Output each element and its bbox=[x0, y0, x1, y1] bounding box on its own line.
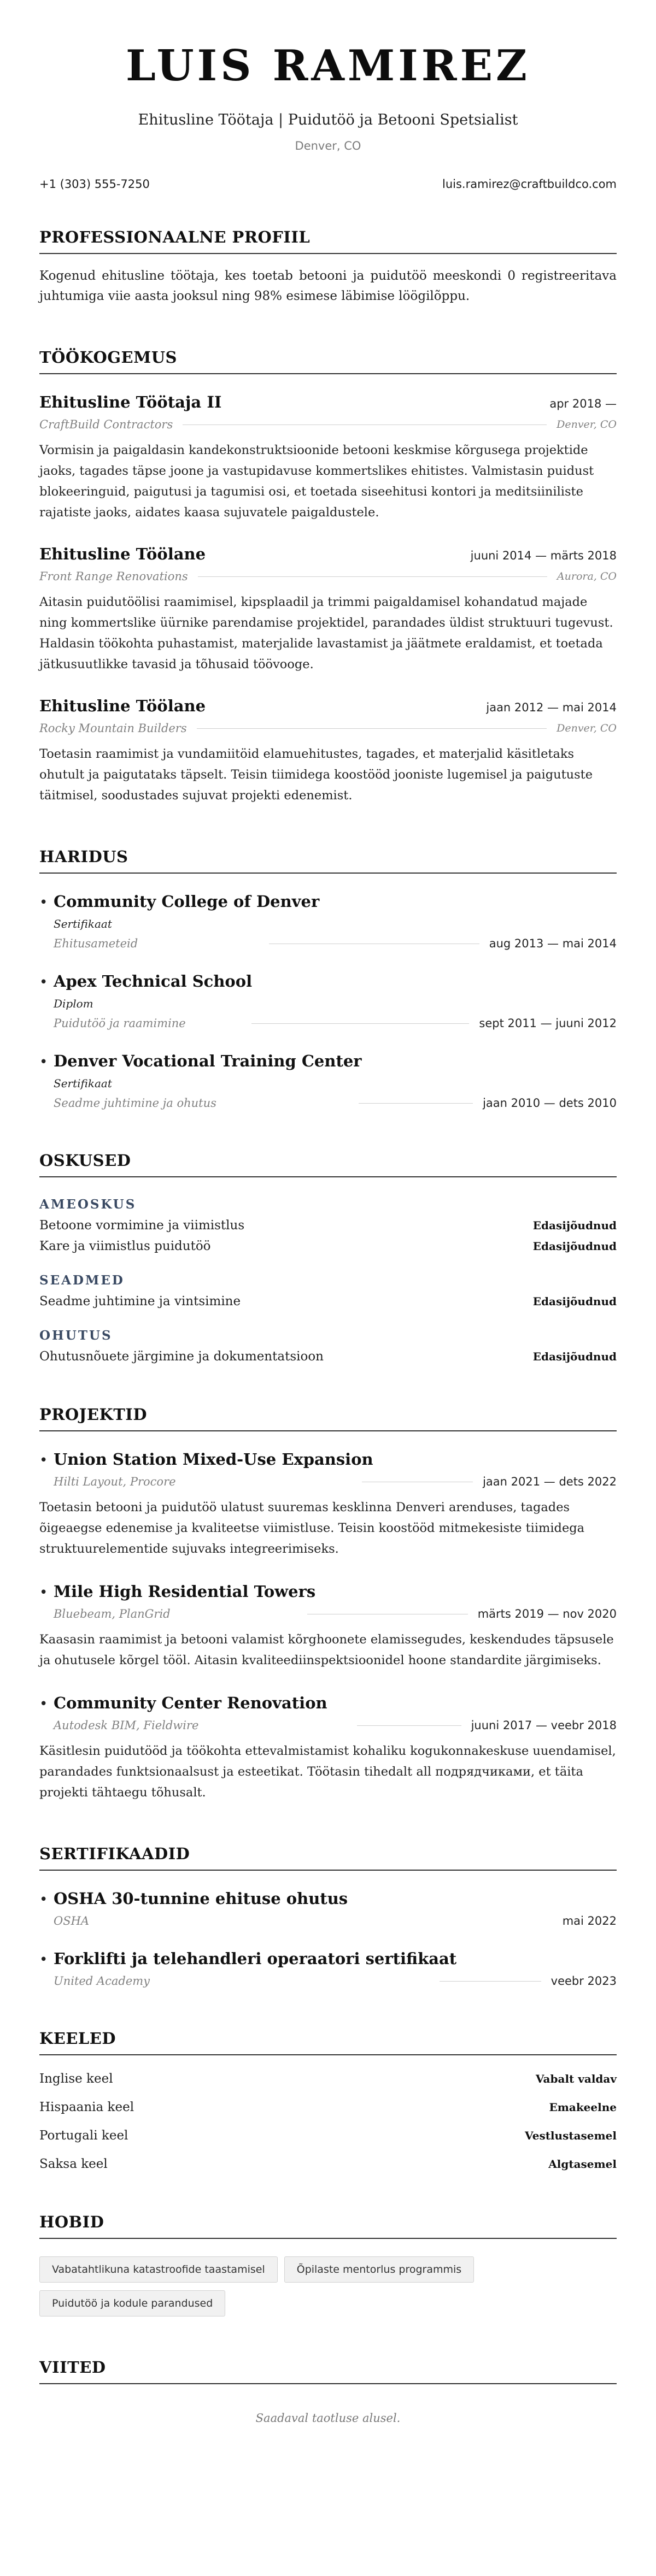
project-dates: jaan 2021 — dets 2022 bbox=[483, 1475, 617, 1488]
project-tools: Autodesk BIM, Fieldwire bbox=[54, 1719, 199, 1732]
school-name: Apex Technical School bbox=[54, 972, 253, 991]
bullet-icon: • bbox=[39, 1054, 48, 1070]
section-title: KEELED bbox=[39, 2029, 617, 2055]
skill-item bbox=[39, 1349, 617, 1364]
project-dates: märts 2019 — nov 2020 bbox=[477, 1607, 617, 1620]
job-entry bbox=[39, 697, 617, 806]
skill-category: SEADMED bbox=[39, 1273, 125, 1288]
skill-item bbox=[39, 1294, 617, 1308]
profile-text: Kogenud ehitusline töötaja, kes toetab betooni ja puidutöö meeskondi 0 registreeritava juhtumiga viie aasta jooksul ning 98% esimese läbimise löögilõppu. bbox=[39, 269, 617, 303]
languages-section bbox=[39, 2029, 617, 2171]
section-title: VIITED bbox=[39, 2358, 617, 2384]
hobby-tag: Vabatahtlikuna katastroofide taastamisel bbox=[39, 2256, 278, 2283]
bullet-icon: • bbox=[39, 894, 48, 911]
school-name: Denver Vocational Training Center bbox=[54, 1052, 362, 1070]
section-title: HARIDUS bbox=[39, 847, 617, 874]
dotted-leader bbox=[198, 576, 547, 577]
job-title: Ehitusline Töölane bbox=[39, 545, 206, 563]
hobbies-section bbox=[39, 2213, 617, 2316]
job-description: Aitasin puidutöölisi raamimisel, kipsplaadil ja trimmi paigaldamisel kohandatud majade ning kommertslike üürnike parendamise projektidel, parandades üldist struktuuri tugevust. Haldasin töökohta puhastamist, materjalide lavastamist ja jäätmete eraldamist, et toetada jätkusuutlikke tavasid ja tõhusaid töövooge. bbox=[39, 595, 613, 671]
job-company: Rocky Mountain Builders bbox=[39, 722, 187, 735]
section-title: PROFESSIONAALNE PROFIIL bbox=[39, 228, 617, 254]
certification-entry bbox=[39, 1949, 617, 1988]
candidate-name: LUIS RAMIREZ bbox=[126, 41, 530, 91]
job-title: Ehitusline Töölane bbox=[39, 697, 206, 715]
experience-section bbox=[39, 348, 617, 806]
language-item bbox=[39, 2072, 617, 2086]
job-description: Vormisin ja paigaldasin kandekonstruktsioonide betooni keskmise kõrgusega projektide jaoks, tagades täpse joone ja vastupidavuse kommertslikes ehitistes. Valmistasin puidust blokeeringuid, paigutusi ja tagumisi osi, et toetada siseehitusi kontori ja meditsiiniliste rajatiste jaoks, aidates kaasa sujuvatele paigaldustele. bbox=[39, 443, 594, 520]
skill-name: Kare ja viimistlus puidutöö bbox=[39, 1239, 211, 1253]
degree-type: Sertifikaat bbox=[54, 917, 112, 930]
skill-level: Edasijõudnud bbox=[532, 1240, 617, 1253]
certification-issuer: OSHA bbox=[54, 1914, 90, 1927]
skill-name: Betoone vormimine ja viimistlus bbox=[39, 1218, 245, 1233]
profile-section bbox=[39, 228, 617, 306]
language-name: Portugali keel bbox=[39, 2129, 128, 2143]
education-section bbox=[39, 847, 617, 1110]
language-name: Inglise keel bbox=[39, 2072, 113, 2086]
candidate-location: Denver, CO bbox=[295, 139, 361, 152]
job-location: Aurora, CO bbox=[557, 570, 617, 582]
field-of-study: Seadme juhtimine ja ohutus bbox=[54, 1097, 216, 1110]
job-dates: jaan 2012 — mai 2014 bbox=[486, 701, 617, 714]
references-section bbox=[39, 2358, 617, 2425]
project-entry bbox=[39, 1450, 617, 1559]
project-description: Käsitlesin puidutööd ja töökohta ettevalmistamist kohaliku kogukonnakeskuse uuendamisel, parandades funktsionaalsust ja esteetikat. Töötasin tihedalt all подрядчиками, et täita projekti tähtaegu tõhusalt. bbox=[39, 1744, 616, 1800]
dotted-leader bbox=[440, 1981, 541, 1982]
skill-level: Edasijõudnud bbox=[532, 1350, 617, 1363]
language-name: Saksa keel bbox=[39, 2157, 108, 2171]
email-address[interactable]: luis.ramirez@craftbuildco.com bbox=[442, 178, 617, 191]
degree-type: Diplom bbox=[54, 997, 93, 1010]
section-title: TÖÖKOGEMUS bbox=[39, 348, 617, 374]
skill-name: Seadme juhtimine ja vintsimine bbox=[39, 1294, 241, 1308]
job-company: Front Range Renovations bbox=[39, 570, 188, 583]
hobby-tag: Puidutöö ja kodule parandused bbox=[39, 2290, 225, 2316]
candidate-title: Ehitusline Töötaja | Puidutöö ja Betooni Spetsialist bbox=[138, 111, 518, 128]
bullet-icon: • bbox=[39, 1696, 48, 1712]
language-item bbox=[39, 2157, 617, 2171]
education-dates: jaan 2010 — dets 2010 bbox=[483, 1097, 617, 1110]
education-dates: sept 2011 — juuni 2012 bbox=[479, 1017, 617, 1030]
language-item bbox=[39, 2129, 617, 2143]
certification-entry bbox=[39, 1889, 617, 1927]
phone-number[interactable]: +1 (303) 555-7250 bbox=[39, 178, 150, 191]
section-title: PROJEKTID bbox=[39, 1405, 617, 1431]
field-of-study: Puidutöö ja raamimine bbox=[54, 1017, 186, 1030]
project-description: Toetasin betooni ja puidutöö ulatust suuremas kesklinna Denveri arenduses, tagades õigeaegse edenemise ja kvaliteetse viimistluse. Teisin koostööd mitmekesiste tiimidega struktuurelementide sujuvaks integreerimiseks. bbox=[39, 1500, 585, 1556]
language-level: Vestlustasemel bbox=[525, 2129, 617, 2142]
section-title: HOBID bbox=[39, 2213, 617, 2239]
school-name: Community College of Denver bbox=[54, 892, 320, 911]
language-level: Emakeelne bbox=[549, 2101, 617, 2114]
project-entry bbox=[39, 1694, 617, 1803]
job-entry bbox=[39, 545, 617, 675]
skill-item bbox=[39, 1239, 617, 1253]
hobby-tags bbox=[39, 2256, 531, 2316]
certifications-section bbox=[39, 1844, 617, 1988]
education-dates: aug 2013 — mai 2014 bbox=[489, 937, 617, 950]
job-title: Ehitusline Töötaja II bbox=[39, 393, 222, 411]
skill-category: OHUTUS bbox=[39, 1328, 113, 1343]
field-of-study: Ehitusameteid bbox=[54, 937, 138, 950]
skills-section bbox=[39, 1151, 617, 1364]
project-tools: Hilti Layout, Procore bbox=[54, 1475, 176, 1488]
project-name: Union Station Mixed-Use Expansion bbox=[54, 1450, 373, 1469]
skill-name: Ohutusnõuete järgimine ja dokumentatsioon bbox=[39, 1349, 324, 1364]
project-dates: juuni 2017 — veebr 2018 bbox=[471, 1719, 617, 1732]
education-entry bbox=[39, 972, 617, 1030]
job-dates: apr 2018 — bbox=[549, 397, 617, 410]
dotted-leader bbox=[357, 1725, 461, 1726]
bullet-icon: • bbox=[39, 1952, 48, 1968]
contact-row bbox=[39, 178, 617, 191]
job-description: Toetasin raamimist ja vundamiitöid elamuehitustes, tagades, et materjalid käsitletaks ohutult ja paigutataks täpselt. Teisin tiimidega koostööd jooniste lugemisel ja paigutuste täitmisel, soodustades sujuvat projekti edenemist. bbox=[39, 747, 593, 803]
job-company: CraftBuild Contractors bbox=[39, 418, 173, 431]
bullet-icon: • bbox=[39, 1584, 48, 1601]
bullet-icon: • bbox=[39, 974, 48, 991]
projects-section bbox=[39, 1405, 617, 1803]
certification-date: mai 2022 bbox=[562, 1914, 617, 1927]
project-tools: Bluebeam, PlanGrid bbox=[54, 1607, 171, 1620]
skill-category: AMEOSKUS bbox=[39, 1197, 137, 1212]
section-title: OSKUSED bbox=[39, 1151, 617, 1177]
job-entry bbox=[39, 393, 617, 523]
language-level: Algtasemel bbox=[548, 2158, 617, 2171]
education-entry bbox=[39, 892, 617, 950]
bullet-icon: • bbox=[39, 1891, 48, 1908]
section-title: SERTIFIKAADID bbox=[39, 1844, 617, 1871]
project-name: Community Center Renovation bbox=[54, 1694, 327, 1712]
job-location: Denver, CO bbox=[557, 418, 617, 431]
job-dates: juuni 2014 — märts 2018 bbox=[470, 549, 617, 562]
references-text: Saadaval taotluse alusel. bbox=[255, 2412, 401, 2425]
language-name: Hispaania keel bbox=[39, 2100, 134, 2114]
certification-name: Forklifti ja telehandleri operaatori sertifikaat bbox=[54, 1949, 457, 1968]
degree-type: Sertifikaat bbox=[54, 1077, 112, 1090]
project-description: Kaasasin raamimist ja betooni valamist kõrghoonete elamissegudes, keskendudes täpsusele ja ohutusele kõrgel tööl. Aitasin kvaliteediinspektsioonidel hoone standardite järgimiseks. bbox=[39, 1632, 614, 1667]
resume-header bbox=[39, 0, 617, 191]
project-entry bbox=[39, 1582, 617, 1671]
bullet-icon: • bbox=[39, 1452, 48, 1469]
skill-level: Edasijõudnud bbox=[532, 1219, 617, 1232]
certification-name: OSHA 30-tunnine ehituse ohutus bbox=[54, 1889, 348, 1908]
hobby-tag: Õpilaste mentorlus programmis bbox=[284, 2256, 474, 2283]
dotted-leader bbox=[197, 728, 547, 729]
language-item bbox=[39, 2100, 617, 2114]
project-name: Mile High Residential Towers bbox=[54, 1582, 316, 1601]
certification-date: veebr 2023 bbox=[550, 1974, 617, 1988]
skill-item bbox=[39, 1218, 617, 1233]
education-entry bbox=[39, 1052, 617, 1110]
language-level: Vabalt valdav bbox=[535, 2072, 617, 2085]
certification-issuer: United Academy bbox=[54, 1974, 150, 1988]
dotted-leader bbox=[359, 1103, 473, 1104]
job-location: Denver, CO bbox=[557, 722, 617, 734]
skill-level: Edasijõudnud bbox=[532, 1295, 617, 1308]
dotted-leader bbox=[251, 1023, 470, 1024]
